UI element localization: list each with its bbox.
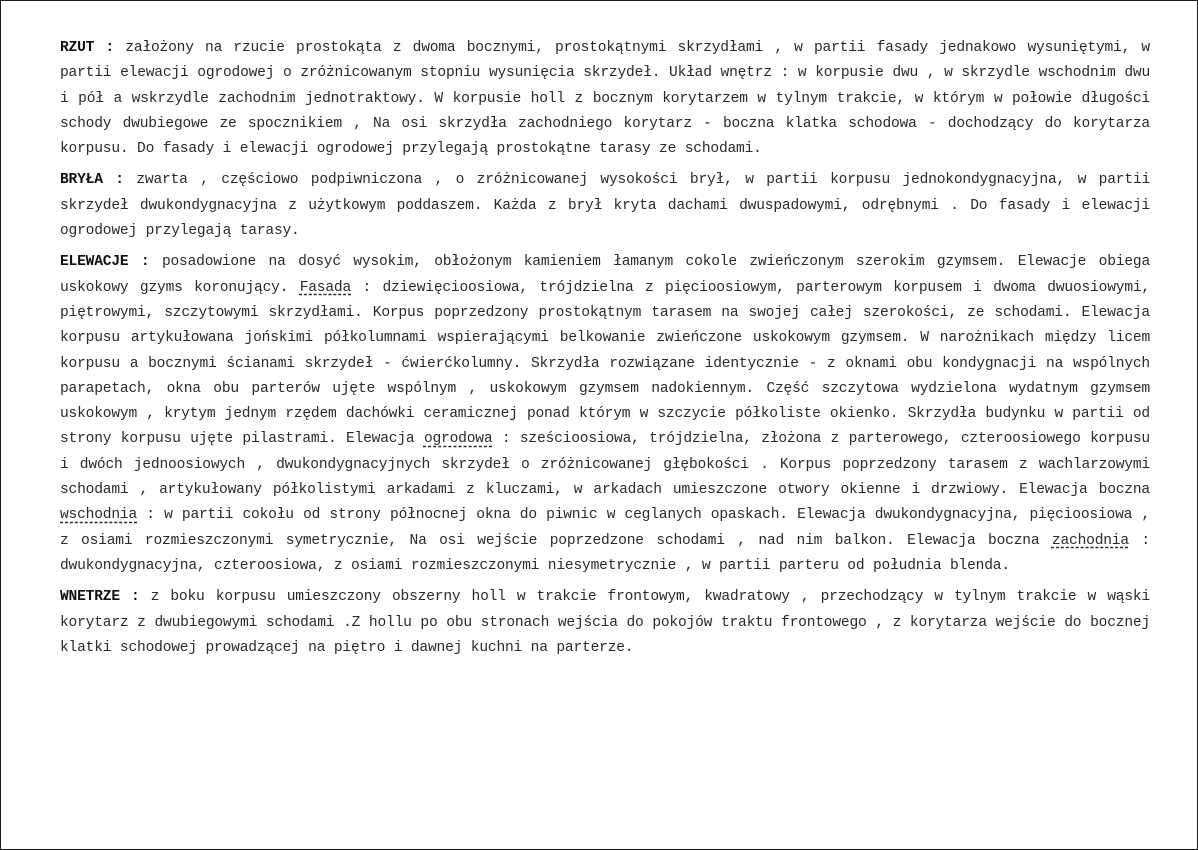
document-page <box>60 36 1150 667</box>
section-brya <box>60 168 1150 244</box>
elevation-label-wschodnia: wschodnia <box>60 507 138 524</box>
section-rzut <box>60 36 1150 162</box>
elevation-label-fasada: Fasada <box>299 279 352 296</box>
elevation-label-zachodnia: zachodnia <box>1051 532 1129 549</box>
section-text: założony na rzucie prostokąta z dwoma bocznymi, prostokątnymi skrzydłami , w partii fasady jednakowo wysuniętymi, w partii elewacji ogrodowej o zróżnicowanym stopniu wysunięcia skrzydeł. Układ wnętrz : w korpusie dwu , w skrzydle wschodnim dwu i pół a wskrzydle zachodnim jednotraktowy. W korpusie holl z bocznym korytarzem w tylnym trakcie, w którym w połowie długości schody dwubiegowe ze spocznikiem , Na osi skrzydła zachodniego korytarz - boczna klatka schodowa - dochodzący do korytarza korpusu. Do fasady i elewacji ogrodowej przylegają prostokątne tarasy ze schodami. <box>60 40 1150 158</box>
section-text: posadowione na dosyć wysokim, obłożonym kamieniem łamanym cokole zwieńczonym szerokim gzymsem. Elewacje obiega uskokowy gzyms koronujący. <box>60 254 1150 296</box>
section-heading: BRYŁA : <box>60 172 124 189</box>
section-wnetrze <box>60 585 1150 661</box>
section-text: : dziewięcioosiowa, trójdzielna z pięcioosiowym, parterowym korpusem i dwoma dwuosiowymi, piętrowymi, szczytowymi skrzydłami. Korpus poprzedzony prostokątnym tarasem na swojej całej szerokości, ze schodami. Elewacja korpusu artykułowana jońskimi półkolumnami wspierającymi belkowanie zwieńczone uskokowym gzymsem. W narożnikach między licem korpusu a bocznymi ścianami skrzydeł - ćwierćkolumny. Skrzydła rozwiązane identycznie - z oknami obu kondygnacji na wspólnych parapetach, okna obu parterów ujęte wspólnym , uskokowym gzymsem nadokiennym. Część szczytowa wydzielona wydatnym gzymsem uskokowym , krytym jednym rzędem dachówki ceramicznej ponad którym w szczycie półkoliste okienko. Skrzydła budynku w partii od strony korpusu ujęte pilastrami. Elewacja <box>60 279 1150 448</box>
section-text: z boku korpusu umieszczony obszerny holl w trakcie frontowym, kwadratowy , przechodzący w tylnym trakcie w wąski korytarz z dwubiegowymi schodami .Z hollu po obu stronach wejścia do pokojów traktu frontowego , z korytarza wejście do bocznej klatki schodowej prowadzącej na piętro i dawnej kuchni na parterze. <box>60 589 1150 656</box>
section-text: : sześcioosiowa, trójdzielna, złożona z parterowego, czteroosiowego korpusu i dwóch jednoosiowych , dwukondygnacyjnych skrzydeł o zróżnicowanej głębokości . Korpus poprzedzony tarasem z wachlarzowymi schodami , artykułowany półkolistymi arkadami z kluczami, w arkadach umieszczone otwory okienne i drzwiowy. Elewacja boczna <box>60 431 1150 499</box>
section-elewacje <box>60 250 1150 579</box>
section-text: : dwukondygnacyjna, czteroosiowa, z osiami rozmieszczonymi niesymetrycznie , w partii parteru od południa blenda. <box>60 532 1150 574</box>
section-text: : w partii cokołu od strony północnej okna do piwnic w ceglanych opaskach. Elewacja dwukondygnacyjna, pięcioosiowa , z osiami rozmieszczonymi symetrycznie, Na osi wejście poprzedzone schodami , nad nim balkon. Elewacja boczna <box>60 507 1150 549</box>
elevation-label-ogrodowa: ogrodowa <box>423 431 493 448</box>
section-heading: RZUT : <box>60 40 115 56</box>
section-heading: ELEWACJE : <box>60 254 150 271</box>
section-heading: WNETRZE : <box>60 589 140 606</box>
section-text: zwarta , częściowo podpiwniczona , o zróżnicowanej wysokości brył, w partii korpusu jednokondygnacyjna, w partii skrzydeł dwukondygnacyjna z użytkowym poddaszem. Każda z brył kryta dachami dwuspadowymi, odrębnymi . Do fasady i elewacji ogrodowej przylegają tarasy. <box>60 172 1150 240</box>
